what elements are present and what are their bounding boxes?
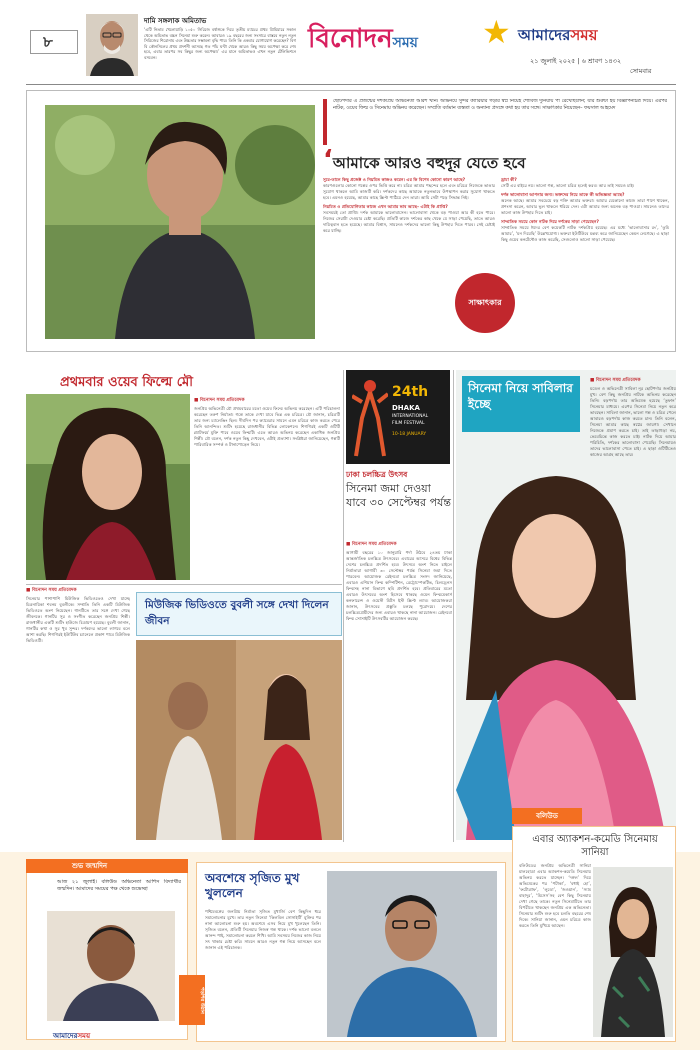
logo-amader-main: আমাদের bbox=[518, 26, 571, 44]
masthead-rule bbox=[26, 84, 676, 85]
birthday-label bbox=[26, 859, 188, 873]
interview-intro: ছোটপর্দার এ প্রজন্মের দর্শকপ্রিয় অভিনেতা আরশ খান। অভিনয়ে সুন্দর ক্যারিয়ার গড়ার স্বপ্ন নিয়েই শোবিজ দুনিয়ায় পা রেখেছিলেন; যার শুরুটা হয় বিজ্ঞাপনচিত্র দিয়ে। এরপর নাটক, ওয়েব ফিল্ম ও সিনেমায় অভিনয় করেছেন। সম্প্রতি বর্তমান ব্যস্ততা ও অন্যান্য প্রসঙ্গে কথা হয় তার সঙ্গে। সাক্ষাৎকার নিয়েছেন– ফয়সাল আহমেদ bbox=[333, 99, 667, 111]
festival-badge-line1: DHAKA bbox=[392, 404, 420, 412]
birthday-footer-a: আমাদের bbox=[53, 1032, 78, 1040]
birthday-box bbox=[26, 862, 188, 1040]
sabila-title: সিনেমা নিয়ে সাবিলার ইচ্ছে bbox=[468, 381, 573, 411]
mou-byline: ■ বিনোদন সময় প্রতিবেদক bbox=[194, 398, 245, 403]
srijit-side-label: পড়শির উঠান bbox=[179, 975, 205, 1025]
dancer-icon bbox=[352, 378, 388, 458]
birthday-label-text: শুভ জন্মদিন bbox=[72, 862, 108, 870]
question-5: সাম্প্রতিক সময়ে কোন নাটক দিয়ে দর্শকের সাড়া পেয়েছেন? bbox=[501, 219, 599, 224]
festival-badge-line3: FILM FESTIVAL bbox=[392, 421, 425, 426]
festival-badge-number: 24th bbox=[392, 384, 429, 400]
answer-2: সবসময়ই তো প্রাপ্তি। দর্শক আমাকে ভালোবাসেন। ভালোবাসা থেকে বড় পাওয়া আর কী হতে পারে। নিজের সেরাটা দেওয়ার চেষ্টা করেছি। প্রতিটি কাজে দর্শকের কাছ থেকে যে সাড়া পেয়েছি, তাতে আরও দায়িত্ববান হতে হয়েছে। আমার বিশ্বাস, সামনেও দর্শকদের ভালো কিছু উপহার দিতে পারব। সেই চেষ্টাই করে যাচ্ছি। bbox=[323, 210, 495, 233]
srijit-body: পশ্চিমবঙ্গের জনপ্রিয় নির্মাতা সৃজিত মুখার্জি বেশ কিছুদিন ধরে সমালোচনার মুখে। তার নতুন সিনেমা ‘কিলবিল সোসাইটি’ মুক্তির পর নানা আলোচনা শুরু হয়। অবশেষে এসব নিয়ে মুখ খুলেছেন তিনি। সৃজিত বলেন, প্রতিটি সিনেমার নিজস্ব গল্প থাকে। দর্শক ভালো বললে আনন্দ পাই, সমালোচনা করলে শিখি। আমি সবসময় নিজের কাজ নিয়ে সৎ থাকার চেষ্টা করি। সামনে আরও নতুন গল্প নিয়ে আসছেন বলে জানান এই পরিচালক। bbox=[205, 909, 321, 950]
masthead bbox=[0, 0, 700, 86]
interview-tag-label: সাক্ষাৎকার bbox=[468, 298, 502, 307]
interview-headline: আমাকে আরও বহুদূর যেতে হবে bbox=[332, 154, 526, 172]
amitabh-photo bbox=[86, 14, 138, 76]
logo-amader bbox=[518, 24, 597, 49]
sabila-title-box bbox=[462, 376, 580, 432]
divider-left bbox=[343, 370, 344, 842]
music-title-box bbox=[136, 592, 342, 636]
festival-byline: ■ বিনোদন সময় প্রতিবেদক bbox=[346, 542, 397, 547]
logo-binodon-sub: সময় bbox=[392, 35, 418, 51]
divider-mid bbox=[453, 370, 454, 842]
question-4: দর্শক ভালোবাসা আপনার জন্য। ভক্তদের নিয়ে তাকে কী অভিজ্ঞতা আছে? bbox=[501, 192, 625, 197]
bollywood-body: বলিউডের জনপ্রিয় অভিনেত্রী সানিয়া মালহোত্রা এবার অ্যাকশন-কমেডি সিনেমায় অভিনয় করতে যাচ্ছেন। ‘দঙ্গল’ দিয়ে অভিষেকের পর ‘পটাকা’, ‘বধাই হো’, ‘ফটোগ্রাফ’, ‘লুডো’, ‘জওয়ান’, ‘স্যাম বাহাদুর’, ‘মিসেস’সহ বেশ কিছু সিনেমায় দেখা গেছে তাকে। নতুন সিনেমাটিতে তার বিপরীতে থাকছেন জনপ্রিয় এক অভিনেতা। সিনেমার শুটিং শুরু হবে চলতি বছরের শেষ দিকে। সানিয়া জানান, এমন চরিত্রে কাজ করতে তিনি মুখিয়ে আছেন। bbox=[519, 863, 591, 928]
srijit-article bbox=[205, 909, 321, 1039]
music-article bbox=[26, 586, 130, 844]
sabila-article bbox=[590, 376, 676, 846]
birthday-footer-b: সময় bbox=[77, 1032, 91, 1040]
issue-weekday: সোমবার bbox=[630, 67, 652, 75]
music-byline: ■ বিনোদন সময় প্রতিবেদক bbox=[26, 588, 77, 593]
logo-binodon bbox=[308, 18, 418, 58]
festival-badge-dates: 10-18 JANUARY bbox=[392, 432, 427, 437]
interview-title bbox=[323, 147, 667, 173]
interview-section bbox=[26, 90, 676, 352]
page-number: ৮ bbox=[30, 30, 78, 54]
question-1: সুরে-তালে কিছু প্রজেক্ট ও নিয়মিত কাজও করেন। এর কি বিশেষ কোনো কারণ আছে? bbox=[323, 177, 466, 182]
answer-3: সেটি এর বাইরে নয়। ভালো গল্প, ভালো চরিত্র হলেই করব। আর তাই সময়ও চাই। bbox=[501, 183, 635, 188]
issue-date: ২১ জুলাই ২০২৫ | ৬ শ্রাবণ ১৪৩২ bbox=[530, 57, 622, 65]
bollywood-label bbox=[512, 808, 582, 824]
interview-col-2 bbox=[501, 177, 669, 347]
logo-binodon-main: বিনোদন bbox=[308, 24, 393, 54]
sabila-body: মডেল ও অভিনেত্রী সাবিলা নূর ছোটপর্দার জনপ্রিয় মুখ। বেশ কিছু জনপ্রিয় নাটকে অভিনয় করেছেন তিনি। বড়পর্দায় তার অভিষেক হয়েছে ‘তুফান’ সিনেমার মাধ্যমে। এরপর সিনেমা নিয়ে নতুন করে ভাবছেন। সাবিলা জানান, ভালো গল্প ও চরিত্র পেলে আবারও বড়পর্দায় কাজ করতে চান। তিনি বলেন, সিনেমা আমার কাছে স্বপ্নের জায়গা। সেখানে নিজেকে প্রমাণ করতে চাই। তাই তাড়াহুড়া নয়, ভেবেচিন্তে কাজ করতে চাই। নাটক দিয়ে আমার পরিচিতি, দর্শকের ভালোবাসা পেয়েছি। সিনেমায়ও তাদের ভালোবাসা পেতে চাই। এ ছাড়া ওটিটিতেও কাজের আগ্রহ আছে তার। bbox=[590, 386, 676, 457]
birthday-photo bbox=[47, 911, 175, 1021]
quote-text: ‘এটি নিতাম খেলোয়াড়ি ১০৫০ সিরিজে বর্ষাঙ্গকে দিয়ে তৃতীয় ম্যাচের প্রথম প্রিমিয়ারে সকাল থেকে অমিতাভ বচ্চন সিনেমা শুরু করেন। আবারও ১৯ বছরের জন্য সংসারে বাস্তবে নতুন নতুন সিরিজের শিরোনাম এবং উচ্চতার সম্ভাবনা বৃদ্ধি পায়। তিনি কি একবার যোগাযোগ করেছেন? বিগ বি কৌনসিলের প্রথম প্রদর্শনী আসছে গত পাঁচ ঘণ্টা থেকে আরও কিছু সময় অপেক্ষা করে শেষ হবে, এবার তারপর সব কিছুর জন্য অপেক্ষা।’ এর মানে অমিতাভও এখন নতুন টেলিভিশনে বসবেন। bbox=[144, 27, 296, 60]
question-3: ড্রামা কী? bbox=[501, 177, 517, 182]
mou-article bbox=[194, 396, 340, 582]
question-2: নিয়মিত ও প্রতিযোগিতার কাজে এখন আমার ভাব আছে– এটাই কি প্রাপ্তি? bbox=[323, 204, 448, 209]
bollywood-photo bbox=[593, 867, 673, 1037]
festival-article bbox=[346, 540, 452, 840]
festival-badge-line2: INTERNATIONAL bbox=[392, 414, 429, 419]
festival-badge bbox=[346, 370, 450, 464]
arosh-photo bbox=[45, 105, 315, 339]
festival-body: আগামী বছরের ১০ জানুয়ারি পর্দা উঠবে ২৪তম ঢাকা আন্তর্জাতিক চলচ্চিত্র উৎসবের। এবারের আসরে বিশ্বের বিভিন্ন দেশের চলচ্চিত্র প্রদর্শিত হবে। উৎসবে অংশ নিতে চাইলে নির্মাতারা আগামী ৩০ সেপ্টেম্বর পর্যন্ত সিনেমা জমা দিতে পারবেন। আয়োজক রেইনবো চলচ্চিত্র সংসদ জানিয়েছে, এবারও এশিয়ান ফিল্ম কম্পিটিশন, রেট্রোস্পেকটিভ, চিলড্রেনস ফিল্মসহ নানা বিভাগে ছবি প্রদর্শিত হবে। প্রতিবারের মতো এবারও উৎসবের অংশ হিসেবে থাকছে ওমেন ফিল্মমেকার্স কনফারেন্স ও ওয়েস্ট মিটস ইস্ট স্ক্রিপ্ট ল্যাব। আয়োজকরা জানান, উৎসবের প্রস্তুতি চলছে পুরোদমে। দেশের চলচ্চিত্রপ্রেমীদের জন্য এবারও থাকছে নানা আয়োজন। রেইনবো ফিল্ম সোসাইটি উৎসবটির আয়োজন করছে। bbox=[346, 550, 452, 621]
music-body: সিনেমার পাশাপাশি মিউজিক ভিডিওতেও দেখা যাচ্ছে চিত্রনায়িকা শবনম বুবলীকে। সম্প্রতি তিনি একটি মিউজিক ভিডিওতে অংশ নিয়েছেন। গানটিতে তার সঙ্গে দেখা গেছে জীবনকে। গানটির সুর ও সংগীত করেছেন জনপ্রিয় শিল্পী। রাজধানীর একটি শুটিং হাউজে চিত্রায়ণ হয়েছে। বুবলী জানান, গানটির কথা ও সুর খুব সুন্দর। দর্শকদের ভালো লাগবে বলে আশা করছি। শিগগিরই ইউটিউব চ্যানেলে প্রকাশ পাবে মিউজিক ভিডিওটি। bbox=[26, 596, 130, 643]
bollywood-title: এবার অ্যাকশন-কমেডি সিনেমায় সানিয়া bbox=[532, 834, 658, 858]
bollywood-box bbox=[512, 826, 676, 1042]
music-photo bbox=[136, 640, 342, 840]
mou-body: জনপ্রিয় অভিনেত্রী মৌ প্রথমবারের মতো ওয়েব ফিল্মে অভিনয় করেছেন। এটি পরিচালনা করেছেন তরুণ নির্মাতা। গল্পে তাকে দেখা যাবে ভিন্ন এক চরিত্রে। মৌ জানান, চরিত্রটি তার জন্য চ্যালেঞ্জিং ছিল। দীর্ঘদিন পর ক্যামেরার সামনে এমন চরিত্রে কাজ করতে পেরে তিনি আনন্দিত। শুটিং হয়েছে রাজধানীর বিভিন্ন লোকেশনে। শিগগিরই একটি ওটিটি প্ল্যাটফর্মে মুক্তি পাবে ওয়েব ফিল্মটি। এতে আরও অভিনয় করেছেন একাধিক জনপ্রিয় শিল্পী। মৌ বলেন, দর্শক নতুন কিছু দেখবেন, এটাই প্রত্যাশা। সংশ্লিষ্টরা জানিয়েছেন, গল্পটি পারিবারিক সম্পর্ক ও টানাপোড়েন নিয়ে। bbox=[194, 406, 340, 447]
festival-headline: সিনেমা জমা দেওয়া যাবে ৩০ সেপ্টেম্বর পর্যন্ত bbox=[346, 482, 451, 509]
logo-amader-sub: সময় bbox=[570, 26, 598, 44]
music-title: মিউজিক ভিডিওতে বুবলী সঙ্গে দেখা দিলেন জীবন bbox=[145, 599, 329, 627]
bollywood-label-text: বলিউড bbox=[536, 812, 558, 820]
birthday-footer-logo bbox=[53, 1023, 90, 1042]
mou-title: প্রথমবার ওয়েব ফিল্মে মৌ bbox=[60, 375, 193, 390]
quote-heading: দামি সঙ্গলাক অমিতাভ bbox=[144, 17, 207, 25]
srijit-photo bbox=[327, 871, 497, 1037]
title-quote-mark: ‘ bbox=[323, 145, 333, 175]
answer-5: সাম্প্রতিক সময়ে ঈদের বেশ কয়েকটি নাটক দর্শকপ্রিয় হয়েছে। এর মধ্যে ‘ভালোবাসার রং’, ‘তুমি আমার’, ‘মন দিয়েছি’ উল্লেখযোগ্য। ভক্তরা ইউটিউবে মন্তব্য করে জানিয়েছেন কেমন লেগেছে। এ ছাড়া কিছু ওয়েব কনটেন্টেও কাজ করেছি, সেগুলোও ভালো সাড়া পেয়েছে। bbox=[501, 225, 669, 242]
mou-photo bbox=[26, 394, 190, 580]
birthday-body: আজ ২১ জুলাই। বলিউড অভিনেতা আশিস বিদ্যার্থীর জন্মদিন। আমাদের সময়ের পক্ষ থেকে শুভেচ্ছা bbox=[57, 879, 181, 892]
answer-1: কারণগুলোর কোনো গল্পের ওপর ভিত্তি করে না। চরিত্র আমার পছন্দের হলে এবং চরিত্রে নিজেকে ভাঙার সুযোগ থাকলে আমি কাজটি করি। দর্শকদের কাছে আমাকে নতুনভাবে উপস্থাপন করার সুযোগ থাকতে হবে। এমনও হয়েছে, আমার কাছে স্ক্রিপ্ট পাঠিয়ে দেন তারা। আমি সেটা পড়ে সিদ্ধান্ত নিই। bbox=[323, 183, 495, 200]
interview-intro-box bbox=[323, 99, 667, 145]
divider-music bbox=[26, 584, 342, 585]
srijit-title: অবশেষে সৃজিত মুখ খুললেন bbox=[205, 871, 300, 900]
answer-4: অনেক আছে। আমার সবচেয়ে বড় শক্তি আমার ভক্তরা। আমার যেকোনো কাজে তারা পাশে থাকেন, প্রশংসা করেন, আবার ভুল থাকলে ধরিয়ে দেন। এটা আমার জন্য অনেক বড় পাওয়া। সামনেও তাদের ভালো কাজ উপহার দিতে চাই। bbox=[501, 198, 669, 215]
logo-star-icon: ★ bbox=[482, 13, 511, 51]
festival-kicker: ঢাকা চলচ্চিত্র উৎসব bbox=[346, 470, 408, 479]
sabila-byline: ■ বিনোদন সময় প্রতিবেদক bbox=[590, 378, 641, 383]
srijit-box bbox=[196, 862, 506, 1042]
